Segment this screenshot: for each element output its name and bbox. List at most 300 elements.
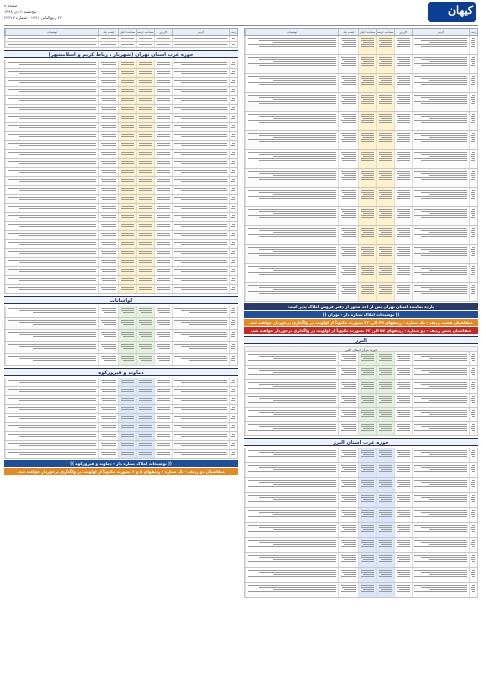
table-cell: [394, 380, 412, 393]
table-cell: [118, 450, 136, 458]
text-line: [472, 480, 475, 481]
text-line: [361, 272, 374, 273]
table-cell: [98, 141, 118, 149]
table-header: [244, 28, 478, 36]
text-line: [379, 217, 392, 218]
text-line: [344, 372, 356, 373]
text-line: [363, 414, 374, 415]
table-cell: [5, 69, 98, 77]
text-line: [379, 570, 392, 571]
text-line: [139, 44, 152, 45]
text-line: [344, 499, 356, 500]
text-line: [273, 61, 336, 62]
table-cell: [118, 78, 136, 86]
text-line: [414, 374, 467, 375]
text-line: [248, 291, 337, 292]
text-line: [379, 116, 392, 117]
text-line: [341, 133, 356, 134]
table-cell: [229, 354, 237, 365]
text-line: [139, 100, 152, 101]
table-cell: [136, 342, 154, 353]
text-line: [181, 118, 228, 119]
text-line: [414, 57, 467, 58]
text-line: [399, 175, 410, 176]
table-cell: [245, 478, 338, 492]
table-cell: [98, 195, 118, 203]
table-cell: [172, 150, 229, 158]
table-cell: [358, 463, 376, 477]
text-line: [399, 42, 410, 43]
text-line: [397, 268, 410, 269]
text-line: [379, 370, 392, 371]
text-line: [181, 409, 228, 410]
table-cell: [338, 538, 358, 552]
table-cell: [118, 204, 136, 212]
text-line: [174, 389, 227, 390]
text-line: [399, 386, 410, 387]
text-line: [472, 570, 475, 571]
text-line: [121, 418, 134, 419]
text-line: [472, 95, 475, 96]
text-line: [379, 78, 392, 79]
text-line: [472, 234, 475, 235]
table-cell: [172, 105, 229, 113]
table-cell: [5, 240, 98, 248]
text-line: [181, 64, 228, 65]
table-row: [4, 396, 238, 405]
table-cell: [172, 195, 229, 203]
text-line: [471, 160, 476, 161]
text-line: [379, 234, 392, 235]
text-line: [248, 82, 337, 83]
text-line: [189, 312, 227, 313]
text-line: [361, 192, 374, 193]
text-line: [397, 516, 410, 517]
text-line: [231, 163, 236, 164]
text-line: [181, 172, 228, 173]
text-line: [344, 80, 356, 81]
text-line: [361, 525, 374, 526]
text-line: [361, 388, 374, 389]
table-cell: [118, 423, 136, 431]
table-cell: [118, 387, 136, 395]
text-line: [121, 346, 134, 347]
text-line: [471, 236, 476, 237]
text-line: [231, 336, 235, 337]
text-line: [472, 450, 475, 451]
text-line: [174, 425, 227, 426]
table-cell: [118, 150, 136, 158]
text-line: [121, 89, 134, 90]
text-line: [429, 118, 467, 119]
text-line: [397, 398, 410, 399]
table-cell: [358, 352, 376, 365]
text-line: [157, 100, 170, 101]
table-cell: [172, 96, 229, 104]
text-line: [472, 495, 475, 496]
text-line: [414, 501, 467, 502]
text-line: [19, 226, 96, 227]
text-line: [341, 525, 356, 526]
text-line: [157, 215, 170, 216]
text-line: [101, 233, 116, 234]
text-line: [471, 217, 476, 218]
table-cell: [5, 177, 98, 185]
text-line: [397, 78, 410, 79]
text-line: [139, 125, 152, 126]
table-cell: [229, 123, 237, 131]
text-line: [174, 125, 227, 126]
text-line: [231, 391, 236, 392]
text-line: [341, 495, 356, 496]
text-line: [397, 555, 410, 556]
text-line: [414, 228, 467, 229]
text-line: [471, 469, 475, 470]
text-line: [342, 370, 357, 371]
text-line: [174, 98, 227, 99]
section-subhead: حوزه مرکز استان البرز: [244, 346, 478, 352]
text-line: [341, 196, 356, 197]
table-cell: [358, 207, 376, 225]
text-line: [121, 64, 134, 65]
text-line: [174, 224, 227, 225]
text-line: [379, 76, 392, 77]
date-line: پنج‌شنبه ۲ دی ۱۳۹۸: [4, 9, 37, 14]
text-line: [361, 247, 374, 248]
text-line: [414, 63, 467, 64]
text-line: [421, 255, 468, 256]
table-cell: [358, 245, 376, 263]
table-cell: [5, 342, 98, 353]
text-line: [19, 418, 96, 419]
table-cell: [376, 583, 394, 597]
text-line: [361, 570, 374, 571]
text-line: [248, 285, 337, 286]
table-cell: [136, 222, 154, 230]
text-line: [248, 38, 337, 39]
table-cell: [118, 186, 136, 194]
text-line: [363, 156, 374, 157]
text-line: [141, 312, 152, 313]
text-line: [259, 482, 336, 483]
text-line: [421, 236, 468, 237]
table-row: [4, 123, 238, 132]
table-row: [244, 283, 478, 302]
table-cell: [394, 188, 412, 206]
table-cell: [245, 352, 338, 365]
text-line: [101, 332, 116, 333]
text-line: [421, 211, 468, 212]
text-line: [101, 389, 116, 390]
text-line: [157, 64, 170, 65]
text-line: [19, 136, 96, 137]
table-cell: [98, 258, 118, 266]
text-line: [259, 198, 336, 199]
text-line: [273, 99, 336, 100]
table-cell: [469, 463, 477, 477]
text-line: [414, 531, 467, 532]
text-line: [342, 179, 357, 180]
table-cell: [358, 93, 376, 111]
text-line: [139, 443, 152, 444]
text-line: [472, 471, 475, 472]
text-line: [174, 416, 227, 417]
text-line: [139, 380, 152, 381]
text-line: [248, 546, 337, 547]
text-line: [379, 374, 392, 375]
text-line: [472, 416, 475, 417]
text-line: [397, 120, 410, 121]
text-line: [379, 540, 392, 541]
text-line: [259, 512, 336, 513]
text-line: [472, 540, 475, 541]
table-row: [4, 60, 238, 69]
text-line: [361, 426, 374, 427]
table-cell: [358, 380, 376, 393]
text-line: [414, 44, 467, 45]
text-line: [8, 287, 97, 288]
text-line: [342, 236, 357, 237]
table-cell: [154, 105, 172, 113]
table-row: [244, 568, 478, 583]
text-line: [273, 213, 336, 214]
text-line: [399, 80, 410, 81]
text-line: [157, 278, 170, 279]
text-line: [181, 109, 228, 110]
table-cell: [394, 36, 412, 54]
text-line: [342, 467, 357, 468]
table-cell: [172, 414, 229, 422]
text-line: [174, 188, 227, 189]
text-line: [342, 268, 357, 269]
table-cell: [172, 69, 229, 77]
text-line: [414, 266, 467, 267]
text-line: [248, 388, 337, 389]
text-line: [421, 356, 468, 357]
text-line: [472, 291, 475, 292]
table-cell: [5, 222, 98, 230]
text-line: [19, 391, 96, 392]
text-line: [363, 213, 374, 214]
text-line: [421, 198, 468, 199]
text-line: [341, 253, 356, 254]
text-line: [231, 436, 236, 437]
table-cell: [118, 378, 136, 386]
text-line: [157, 391, 170, 392]
text-line: [121, 143, 134, 144]
table-cell: [469, 538, 477, 552]
table-cell: [136, 159, 154, 167]
table-cell: [5, 132, 98, 140]
text-line: [472, 546, 475, 547]
text-line: [363, 42, 374, 43]
table-cell: [5, 396, 98, 404]
text-line: [379, 382, 392, 383]
table-cell: [229, 87, 237, 95]
text-line: [363, 137, 374, 138]
table-row: [4, 114, 238, 123]
text-line: [101, 356, 116, 357]
text-line: [101, 224, 116, 225]
table-cell: [172, 159, 229, 167]
table-cell: [412, 463, 469, 477]
text-line: [232, 125, 235, 126]
text-line: [342, 46, 357, 47]
text-line: [121, 280, 134, 281]
table-cell: [338, 131, 358, 149]
text-line: [361, 84, 374, 85]
text-line: [472, 272, 475, 273]
text-line: [421, 179, 468, 180]
text-line: [101, 308, 116, 309]
text-line: [121, 358, 134, 359]
text-line: [341, 388, 356, 389]
table-cell: [245, 55, 338, 73]
text-line: [248, 495, 337, 496]
table-cell: [136, 42, 154, 47]
table-cell: [118, 159, 136, 167]
table-cell: [5, 441, 98, 449]
text-line: [397, 360, 410, 361]
text-line: [379, 287, 392, 288]
text-line: [157, 136, 170, 137]
text-line: [379, 450, 392, 451]
table-cell: [358, 583, 376, 597]
text-line: [139, 271, 152, 272]
text-line: [363, 469, 374, 470]
text-line: [344, 194, 356, 195]
text-line: [414, 272, 467, 273]
text-line: [19, 253, 96, 254]
table-cell: [469, 553, 477, 567]
text-line: [181, 391, 228, 392]
text-line: [379, 97, 392, 98]
text-line: [471, 46, 476, 47]
table-cell: [394, 226, 412, 244]
table-cell: [172, 114, 229, 122]
text-line: [421, 412, 468, 413]
text-line: [471, 512, 476, 513]
text-line: [341, 410, 356, 411]
text-line: [472, 382, 475, 383]
text-line: [139, 389, 152, 390]
text-line: [363, 454, 374, 455]
table-cell: [469, 394, 477, 407]
text-line: [397, 84, 410, 85]
text-line: [273, 270, 336, 271]
text-line: [8, 143, 97, 144]
text-line: [19, 208, 96, 209]
table-cell: [412, 366, 469, 379]
text-line: [414, 416, 467, 417]
text-line: [101, 62, 116, 63]
text-line: [174, 116, 227, 117]
text-line: [342, 452, 357, 453]
text-line: [189, 324, 227, 325]
text-line: [379, 384, 392, 385]
text-line: [472, 38, 475, 39]
table-row: [244, 508, 478, 523]
text-line: [414, 525, 467, 526]
table-cell: [154, 186, 172, 194]
table-cell: [412, 226, 469, 244]
text-line: [361, 249, 374, 250]
text-line: [397, 557, 410, 558]
text-line: [414, 95, 467, 96]
table-cell: [394, 352, 412, 365]
table-cell: [172, 387, 229, 395]
table-cell: [5, 204, 98, 212]
text-line: [379, 255, 392, 256]
text-line: [399, 156, 410, 157]
text-line: [342, 230, 357, 231]
section-title: حوزه غرب استان تهران (شهریار ، رباط کریم و اسلامشهر): [4, 50, 238, 58]
text-line: [379, 44, 392, 45]
text-line: [102, 91, 117, 92]
text-line: [231, 172, 236, 173]
table-cell: [118, 42, 136, 47]
text-line: [157, 320, 170, 321]
text-line: [8, 443, 97, 444]
text-line: [471, 213, 475, 214]
text-line: [397, 542, 410, 543]
text-line: [231, 199, 236, 200]
text-line: [344, 289, 356, 290]
text-line: [102, 226, 117, 227]
text-line: [397, 402, 410, 403]
text-line: [471, 179, 476, 180]
text-line: [471, 116, 476, 117]
text-line: [472, 285, 475, 286]
table-cell: [118, 141, 136, 149]
text-line: [141, 348, 152, 349]
text-line: [363, 589, 374, 590]
table-cell: [338, 207, 358, 225]
text-line: [361, 467, 374, 468]
text-line: [421, 173, 468, 174]
text-line: [121, 289, 134, 290]
text-line: [381, 514, 392, 515]
text-line: [361, 266, 374, 267]
text-line: [101, 71, 116, 72]
text-line: [157, 407, 170, 408]
text-line: [273, 574, 336, 575]
table-cell: [469, 478, 477, 492]
text-line: [379, 285, 392, 286]
table-cell: [376, 463, 394, 477]
text-line: [121, 206, 134, 207]
text-line: [342, 293, 357, 294]
text-line: [8, 278, 97, 279]
table-row: [4, 177, 238, 186]
table-cell: [5, 186, 98, 194]
table-cell: [229, 306, 237, 317]
text-line: [363, 194, 374, 195]
text-line: [139, 172, 152, 173]
table-row: [244, 422, 478, 436]
text-line: [399, 454, 410, 455]
text-line: [231, 262, 236, 263]
table-cell: [469, 422, 477, 435]
text-line: [341, 171, 356, 172]
table-cell: [469, 188, 477, 206]
text-line: [472, 247, 475, 248]
text-line: [361, 190, 374, 191]
text-line: [414, 382, 467, 383]
text-line: [19, 109, 96, 110]
text-line: [471, 84, 476, 85]
text-line: [102, 217, 117, 218]
